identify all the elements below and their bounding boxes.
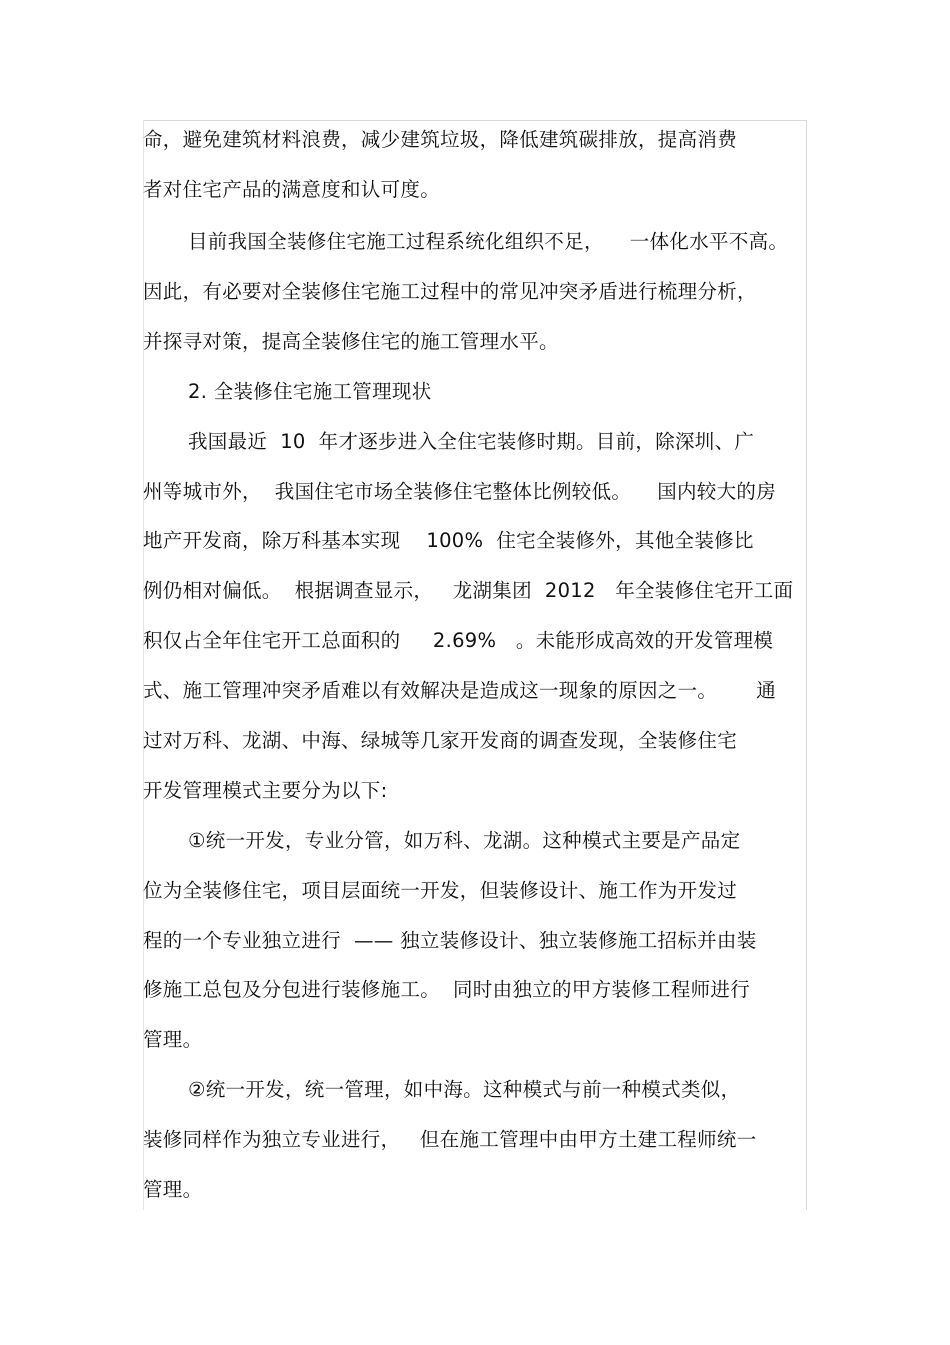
- text-line: 积仅占全年住宅开工总面积的 2.69% 。未能形成高效的开发管理模: [143, 629, 774, 652]
- text-line: 命，避免建筑材料浪费，减少建筑垃圾，降低建筑碳排放，提高消费: [143, 128, 738, 151]
- list-item-start-line: ①统一开发，专业分管，如万科、龙湖。这种模式主要是产品定: [188, 829, 741, 852]
- text-line: 装修同样作为独立专业进行， 但在施工管理中由甲方土建工程师统一: [143, 1128, 757, 1151]
- text-line: 修施工总包及分包进行装修施工。 同时由独立的甲方装修工程师进行: [143, 978, 750, 1001]
- paragraph-start-line: 目前我国全装修住宅施工过程系统化组织不足， 一体化水平不高。: [188, 230, 789, 253]
- text-line: 管理。: [143, 1178, 203, 1201]
- text-line: 者对住宅产品的满意度和认可度。: [143, 178, 441, 201]
- text-line: 位为全装修住宅，项目层面统一开发，但装修设计、施工作为开发过: [143, 879, 738, 902]
- list-item-start-line: ②统一开发，统一管理，如中海。这种模式与前一种模式类似，: [188, 1078, 741, 1101]
- text-line: 并探寻对策，提高全装修住宅的施工管理水平。: [143, 330, 559, 353]
- text-line: 式、施工管理冲突矛盾难以有效解决是造成这一现象的原因之一。 通: [143, 679, 776, 702]
- text-line: 管理。: [143, 1028, 203, 1051]
- text-line: 州等城市外， 我国住宅市场全装修住宅整体比例较低。 国内较大的房: [143, 480, 776, 503]
- text-line: 因此，有必要对全装修住宅施工过程中的常见冲突矛盾进行梳理分析，: [143, 280, 757, 303]
- paragraph-start-line: 我国最近 10 年才逐步进入全住宅装修时期。目前，除深圳、广: [188, 430, 755, 453]
- text-line: 过对万科、龙湖、中海、绿城等几家开发商的调查发现，全装修住宅: [143, 729, 738, 752]
- text-line: 开发管理模式主要分为以下:: [143, 779, 388, 802]
- section-heading: 2. 全装修住宅施工管理现状: [188, 380, 432, 403]
- text-line: 例仍相对偏低。 根据调查显示， 龙湖集团 2012 年全装修住宅开工面: [143, 579, 794, 602]
- text-line: 地产开发商，除万科基本实现 100% 住宅全装修外，其他全装修比: [143, 529, 754, 552]
- text-line: 程的一个专业独立进行 —— 独立装修设计、独立装修施工招标并由装: [143, 929, 757, 952]
